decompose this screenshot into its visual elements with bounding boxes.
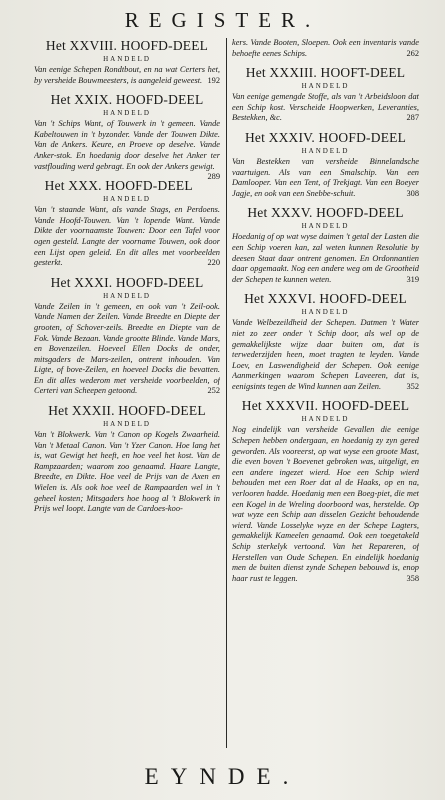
chapter-title: Het XXXII. HOOFD-DEEL bbox=[48, 403, 206, 419]
entry-text: Nog eindelijk van versheide Gevallen die eenige Schepen hebben ondergaan, en hoedanig zy zyn gered geworden. Als vooreerst, op wat wyse een groote Mast, die even boven 't Boevenet gebroken was, uitgeligt, en een andere ingezet wierd. Hoe een Schip wierd behouden met een Roer dat al de Haaks, op en na, verlooren hadde. Hoedanig men een Boeg-piet, die met een Kogel in de Wreling doorboord was, herstelde. Op wat wyze een Schip aan disselen Gezicht behoudende wierd. Vande Losselyke wyze en der Schepe Lagters, gemakkelijk Kameelen genaamd. Ook een toegetakeld Schip sterkelyk vertoond. Van het Repareren, of Herstellen van Oude Schepen. En eindelijk hoedanig men de buiten dienst zynde Schepen bebouwd is, enop haar rust te leggen. bbox=[232, 425, 419, 583]
chapter-entry bbox=[34, 38, 220, 86]
entry-text: Van 't Schips Want, of Touwerk in 't gemeen. Vande Kabeltouwen in 't byzonder. Vande der Touwen Dikte. Van de Ankers. Keure, en Proeve op deselve. Vande Anker-stok. En hoedanig door deselve het Anker ter vastflouding werd gebragt. En ook der Ankers gewigt. bbox=[34, 119, 220, 171]
page-number: 358 bbox=[406, 573, 419, 583]
chapter-subtitle: HANDELD bbox=[103, 195, 151, 204]
chapter-subtitle: HANDELD bbox=[103, 55, 151, 63]
chapter-entry bbox=[232, 398, 419, 584]
chapter-entry bbox=[34, 275, 220, 397]
chapter-title: Het XXXIII. HOOFT-DEEL bbox=[245, 65, 406, 81]
page-number: 192 bbox=[207, 75, 220, 85]
entry-text: Vande Welbezeildheid der Schepen. Datmen 't Water niet zo zeer onder 't Schip door, als wel op de gemakkelijkste wijze daar buiten om, dat is terwederzijden heen, moet tragten te leyden. Vande Loev, en Laswendigheid der Schepen. Ook eenige Aanmerkingen waarom Schepen Laveeren, dat is, eenigsints tegen de Wind kunnen aan Zeilen. bbox=[232, 318, 419, 391]
page-number: 287 bbox=[406, 113, 419, 123]
continuation-entry bbox=[232, 38, 419, 59]
chapter-entry bbox=[232, 65, 419, 124]
chapter-title: Het XXXVII. HOOFD-DEEL bbox=[241, 398, 410, 414]
right-column bbox=[232, 38, 419, 748]
chapter-subtitle: HANDELD bbox=[103, 291, 151, 300]
chapter-title: Het XXX. HOOFD-DEEL bbox=[44, 178, 193, 194]
entry-text: Van eenige gemengde Stoffe, als van 't Arbeidsloon dat een Schip kost. Verscheide Hoopwerken, Leveranties, Bestekken, &c. bbox=[232, 92, 419, 123]
entry-text: Hoedanig of op wat wyse daimen 't getal der Lasten die een Schip voeren kan, zal weten kunnen Resolutie by deesen Staat daar ontrent genomen. En Ordonnantien daar opgemaakt. Nog een andere weg om de Grootheid der Schepen te kunnen weten. bbox=[232, 232, 419, 284]
chapter-subtitle: HANDELD bbox=[103, 420, 151, 429]
chapter-summary bbox=[232, 425, 419, 584]
chapter-subtitle: HANDELD bbox=[301, 308, 350, 317]
chapter-entry bbox=[232, 130, 419, 199]
chapter-subtitle: HANDELD bbox=[301, 146, 350, 155]
page-number: 252 bbox=[207, 386, 220, 396]
entry-text: Van Bestekken van versheide Binnelandsche vaartuigen. Als van een Smalschip. Van een Damlooper. Van een Tent, of Trekjagt. Van een Boeyer Jagje, en ook van een Snebbe-schuit. bbox=[232, 156, 419, 198]
page-number: 352 bbox=[406, 381, 419, 391]
chapter-title: Het XXXVI. HOOFD-DEEL bbox=[244, 291, 407, 307]
chapter-subtitle: HANDELD bbox=[301, 222, 350, 231]
page-number: 262 bbox=[406, 48, 419, 58]
right-chapter-list bbox=[232, 65, 419, 584]
page-number: 308 bbox=[406, 188, 419, 198]
chapter-summary bbox=[232, 92, 419, 124]
chapter-summary bbox=[232, 232, 419, 285]
chapter-summary bbox=[34, 205, 220, 269]
page-header: REGISTER. bbox=[124, 8, 321, 32]
chapter-summary bbox=[232, 318, 419, 392]
chapter-summary bbox=[34, 430, 220, 515]
chapter-entry bbox=[232, 205, 419, 285]
chapter-entry bbox=[232, 291, 419, 392]
page-footer: EYNDE. bbox=[144, 764, 301, 789]
entry-text: Vande Zeilen in 't gemeen, en ook van 't Zeil-ook. Vande Namen der Zeilen. Vande Breedte en Diepte der grooten, of Schover-zeils. Breedte en Diepte van de Fok. Vande Bezaan. Vande grootte Blinde. Vande Mars, en Bovenzeilen. Hoeveel Ellen Docks de onder, mitsgaders de Mars-zeilen, ontrent inhouden. Van Ligte, of bove-Zeilen, en hoeveel Docks die bevatten. En dit alles wederom met versheide voorbeelden, of Certeri van Scheepen getoond. bbox=[34, 301, 220, 396]
chapter-title: Het XXIX. HOOFD-DEEL bbox=[50, 92, 204, 108]
chapter-subtitle: HANDELD bbox=[301, 82, 350, 91]
chapter-entry bbox=[34, 92, 220, 182]
chapter-title: Het XXVIII. HOOFD-DEEL bbox=[45, 38, 209, 53]
chapter-summary bbox=[34, 65, 220, 86]
entry-text: Van eenige Schepen Rondtbout, en na wat Certers het, by versheide Bouwmeesters, is aangeleid geweest. bbox=[34, 65, 220, 85]
chapter-summary bbox=[34, 119, 220, 182]
page-number: 289 bbox=[207, 172, 220, 182]
chapter-summary bbox=[34, 302, 220, 397]
chapter-subtitle: HANDELD bbox=[301, 415, 350, 424]
entry-text: kers. Vande Booten, Sloepen. Ook een inventaris vande behoefte eenes Schips. bbox=[232, 38, 419, 58]
chapter-title: Het XXXIV. HOOFD-DEEL bbox=[244, 129, 407, 145]
entry-text: Van 't Blokwerk. Van 't Canon op Kogels Zwaarheid. Van 't Metaal Canon. Van 't Yzer Canon. Hoe lang het is, wat Gewigt het heeft, en hoe veel het kost. Van de Rampzaarden; waarom zoo genaamd. Haare Langte, Breedte, en Dikte. Hoe veel de Prijs van de Axen en Wielen is. Als ook hoe veel de Rampaarden wel in 't geheel kosten; Mitsgaders hoe hoog al 't Blokwerk in Prijs wel loopt. Langte van de Cardoes-koo- bbox=[34, 430, 220, 514]
page-number: 319 bbox=[406, 274, 419, 284]
chapter-subtitle: HANDELD bbox=[103, 109, 151, 118]
page-number: 220 bbox=[207, 258, 220, 268]
chapter-entry bbox=[34, 178, 220, 269]
chapter-entry bbox=[34, 403, 220, 515]
chapter-summary bbox=[232, 157, 419, 199]
column-divider bbox=[226, 38, 227, 748]
entry-text: Van 't staande Want, als vande Stags, en Perdoens. Vande Hoofd-Touwen. Van 't lopende Want. Vande Dikte der voornaamste Touwen: Door een Tafel voor ogen gesteld. Langte der voorname Touwen, ook door een Lijst open geleid. En dit alles met voorbeelden gesterkt. bbox=[34, 205, 220, 268]
left-column bbox=[34, 38, 220, 748]
chapter-title: Het XXXV. HOOFD-DEEL bbox=[247, 205, 404, 221]
chapter-title: Het XXXI. HOOFD-DEEL bbox=[50, 274, 204, 290]
